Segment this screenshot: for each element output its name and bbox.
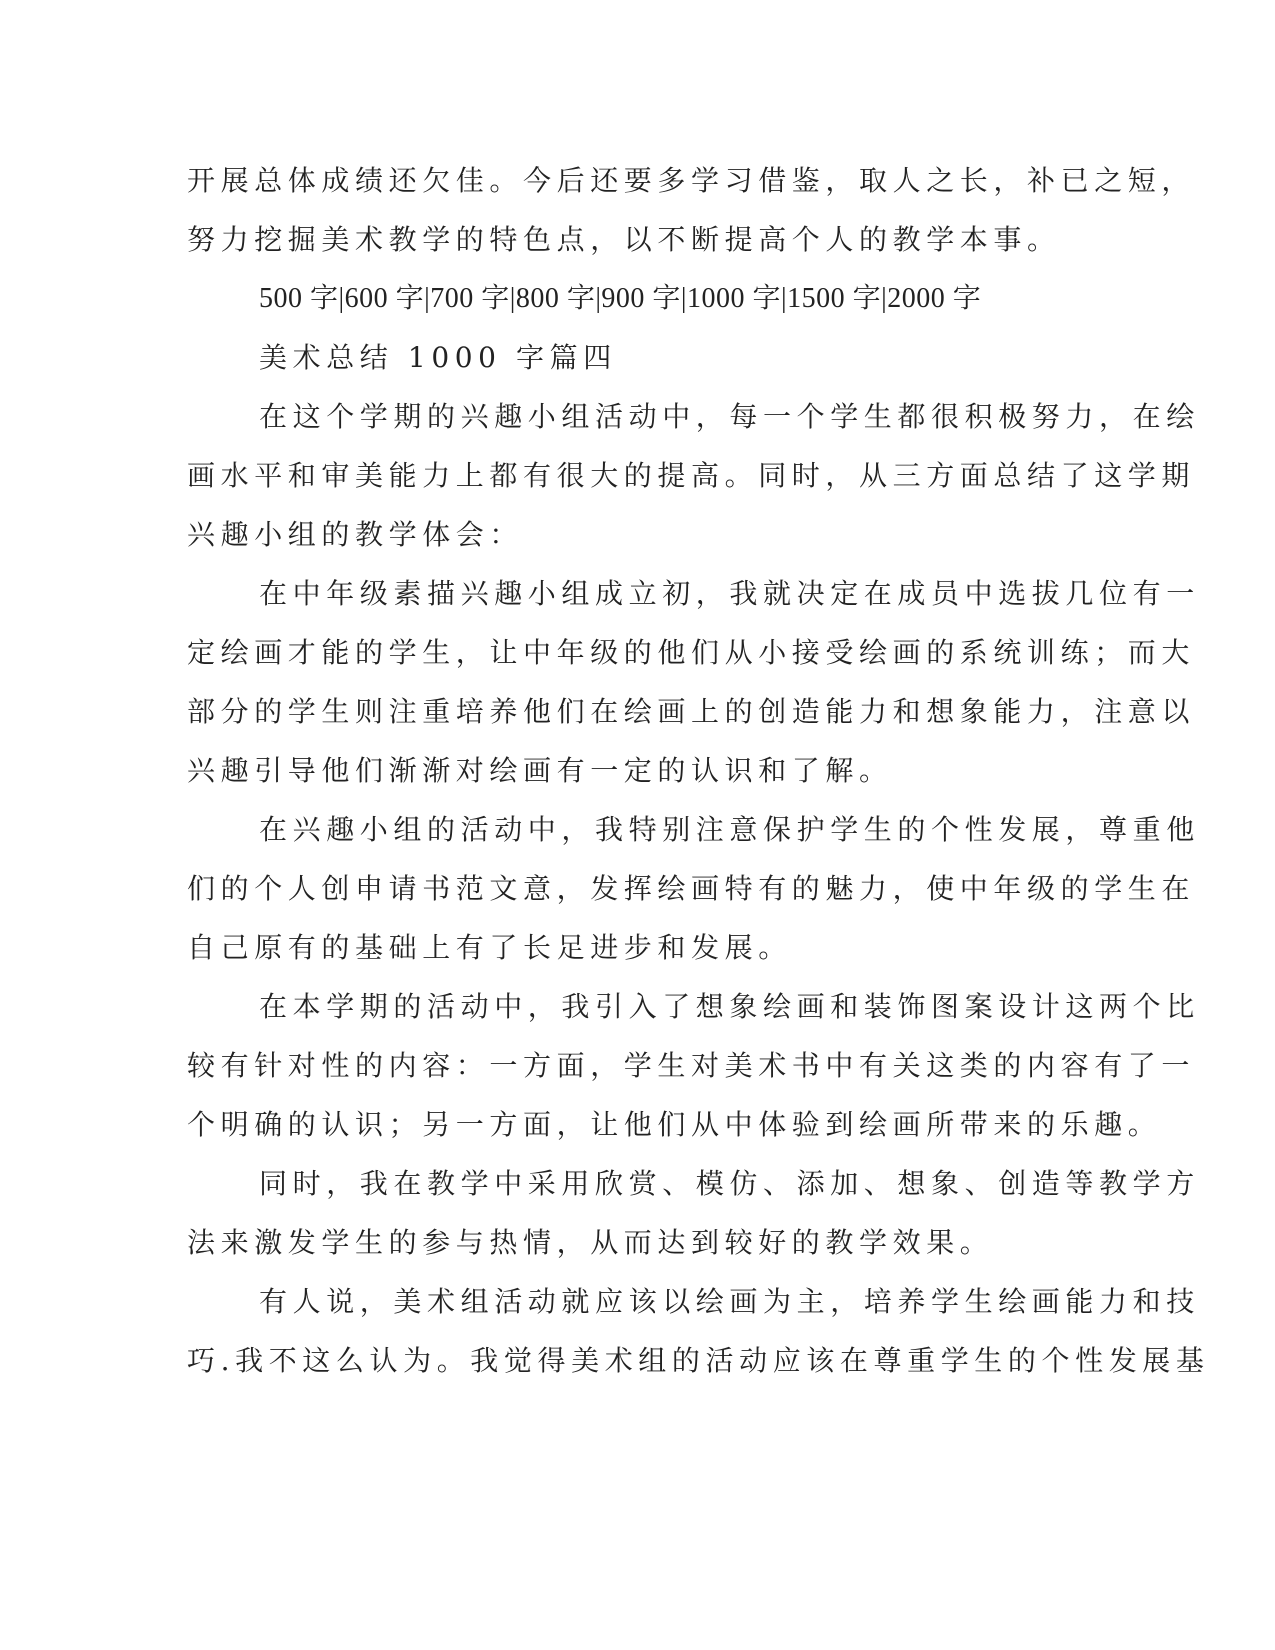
paragraph-line: 开展总体成绩还欠佳。今后还要多学习借鉴，取人之长，补已之短， — [187, 164, 1196, 197]
paragraph-line: 个明确的认识；另一方面，让他们从中体验到绘画所带来的乐趣。 — [187, 1108, 1162, 1141]
paragraph-line: 们的个人创申请书范文意，发挥绘画特有的魅力，使中年级的学生在 — [187, 872, 1196, 905]
paragraph-line: 较有针对性的内容：一方面，学生对美术书中有关这类的内容有了一 — [187, 1049, 1196, 1082]
paragraph-line: 法来激发学生的参与热情，从而达到较好的教学效果。 — [187, 1226, 994, 1259]
paragraph-line: 在这个学期的兴趣小组活动中，每一个学生都很积极努力，在绘 — [259, 400, 1200, 433]
paragraph-line: 兴趣引导他们渐渐对绘画有一定的认识和了解。 — [187, 754, 893, 787]
paragraph-line: 巧.我不这么认为。我觉得美术组的活动应该在尊重学生的个性发展基 — [187, 1344, 1210, 1377]
paragraph-line: 自己原有的基础上有了长足进步和发展。 — [187, 931, 792, 964]
word-count-links: 500 字|600 字|700 字|800 字|900 字|1000 字|1500 字|2000 字 — [259, 283, 982, 314]
paragraph-line: 兴趣小组的教学体会： — [187, 518, 524, 551]
paragraph-line: 在兴趣小组的活动中，我特别注意保护学生的个性发展，尊重他 — [259, 813, 1200, 846]
paragraph-line: 有人说，美术组活动就应该以绘画为主，培养学生绘画能力和技 — [259, 1285, 1200, 1318]
paragraph-line: 画水平和审美能力上都有很大的提高。同时，从三方面总结了这学期 — [187, 459, 1196, 492]
paragraph-line: 部分的学生则注重培养他们在绘画上的创造能力和想象能力，注意以 — [187, 695, 1196, 728]
paragraph-line: 在中年级素描兴趣小组成立初，我就决定在成员中选拔几位有一 — [259, 577, 1200, 610]
paragraph-line: 同时，我在教学中采用欣赏、模仿、添加、想象、创造等教学方 — [259, 1167, 1200, 1200]
paragraph-line: 努力挖掘美术教学的特色点，以不断提高个人的教学本事。 — [187, 223, 1061, 256]
paragraph-line: 定绘画才能的学生，让中年级的他们从小接受绘画的系统训练；而大 — [187, 636, 1196, 669]
section-heading: 美术总结 1000 字篇四 — [259, 341, 617, 374]
paragraph-line: 在本学期的活动中，我引入了想象绘画和装饰图案设计这两个比 — [259, 990, 1200, 1023]
